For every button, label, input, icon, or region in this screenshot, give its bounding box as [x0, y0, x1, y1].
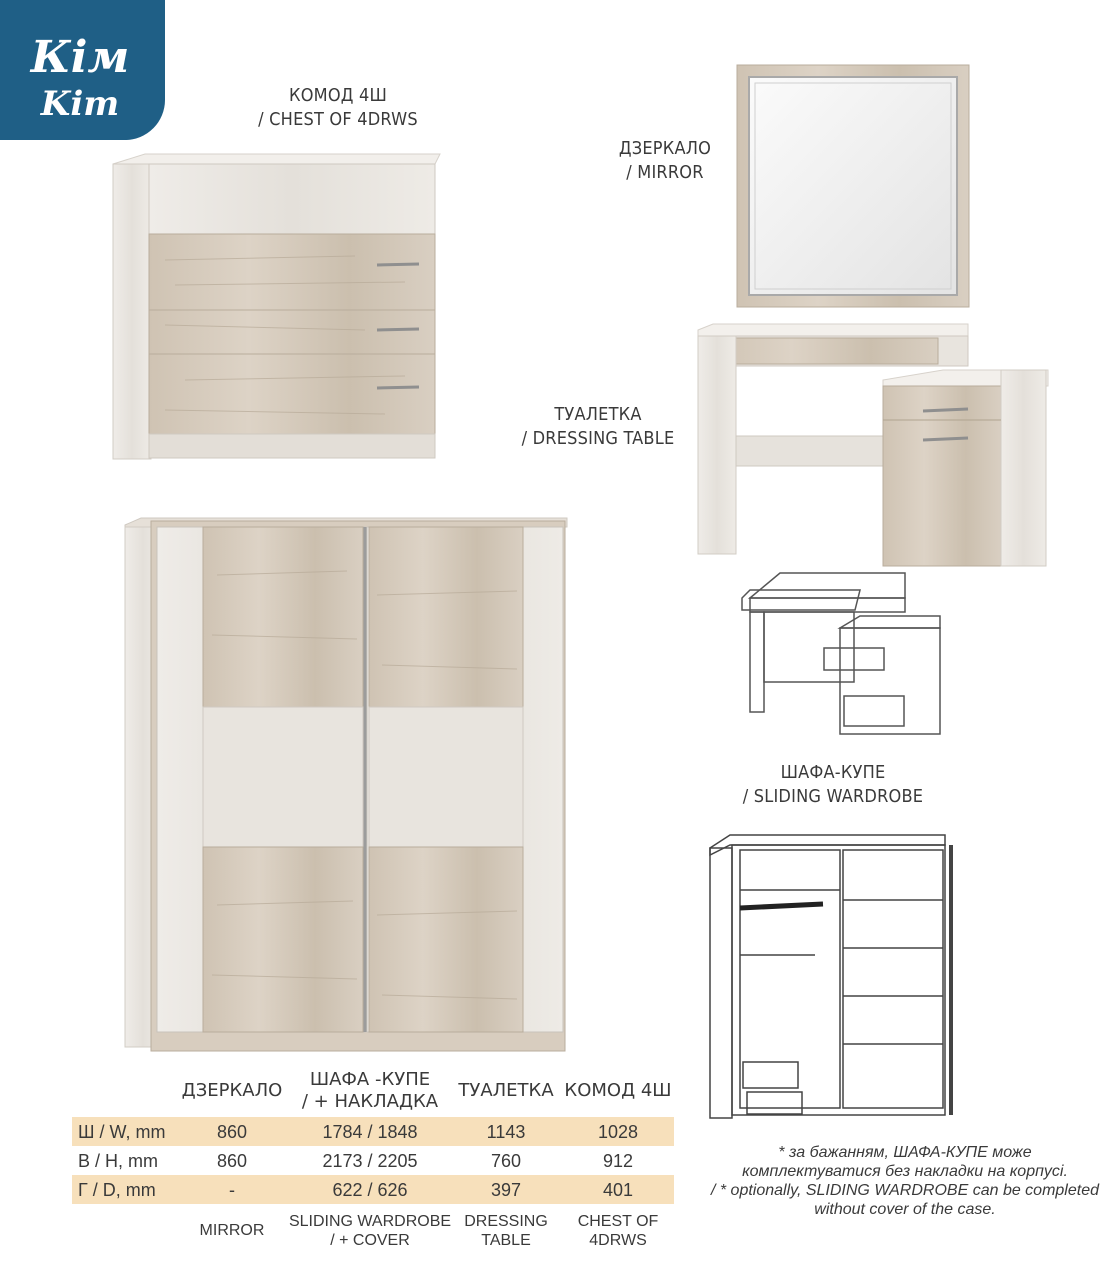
cell-chest: 912 [602, 1151, 634, 1171]
footer-mirror-line: MIRROR [199, 1222, 265, 1239]
wardrobe-drawing [705, 830, 965, 1125]
chest-label-en: / CHEST OF 4DRWS [258, 109, 418, 130]
brand-title-ua: Кім [30, 32, 130, 83]
cell-dressing: 760 [490, 1151, 522, 1171]
header-chest-line: КОМОД 4Ш [564, 1080, 672, 1101]
dressing-table-drawing [740, 568, 950, 738]
mirror-label [590, 137, 740, 185]
wardrobe-label-en: / SLIDING WARDROBE [742, 786, 924, 807]
cell-mirror: - [229, 1180, 235, 1200]
cell-wardrobe: 622 / 626 [332, 1180, 408, 1200]
cell-wardrobe: 2173 / 2205 [322, 1151, 418, 1171]
cell-dressing: 397 [490, 1180, 522, 1200]
header-chest [562, 1080, 674, 1102]
footer-dressing [450, 1212, 562, 1250]
footnote [700, 1143, 1110, 1219]
footer-chest-line2: 4DRWS [589, 1232, 647, 1249]
chest-label-ua: КОМОД 4Ш [289, 85, 387, 106]
row-label: Ш / W, mm [78, 1122, 166, 1142]
footer-chest [562, 1212, 674, 1250]
header-wardrobe-line2: / + НАКЛАДКА [301, 1091, 439, 1112]
table-row [72, 1175, 674, 1204]
footer-wardrobe-line2: / + COVER [330, 1232, 410, 1249]
footnote-ua-line2: комплектуватися без накладки на корпусі. [742, 1163, 1068, 1180]
header-mirror [173, 1080, 291, 1102]
mirror-image [735, 63, 973, 313]
wardrobe-label-ua: ШАФА-КУПЕ [780, 762, 886, 783]
table-row [72, 1146, 674, 1175]
footnote-ua-line1: * за бажанням, ШАФА-КУПЕ може [778, 1144, 1032, 1161]
mirror-label-ua: ДЗЕРКАЛО [618, 138, 712, 159]
cell-mirror: 860 [216, 1122, 248, 1142]
footer-wardrobe-line1: SLIDING WARDROBE [288, 1213, 452, 1230]
cell-wardrobe: 1784 / 1848 [322, 1122, 418, 1142]
footer-wardrobe [287, 1212, 453, 1250]
footer-chest-line1: CHEST OF [577, 1213, 659, 1230]
header-dressing [450, 1080, 562, 1102]
dressing-table-image [693, 320, 1053, 575]
dressing-label-ua: ТУАЛЕТКА [554, 404, 642, 425]
brand-title-en: Kim [40, 84, 120, 124]
row-label: В / H, mm [78, 1151, 158, 1171]
brand-badge [0, 0, 165, 140]
row-label: Г / D, mm [78, 1180, 156, 1200]
mirror-label-en: / MIRROR [626, 162, 704, 183]
header-wardrobe-line1: ШАФА -КУПЕ [309, 1069, 431, 1090]
footnote-en-line2: without cover of the case. [814, 1201, 996, 1218]
cell-mirror: 860 [216, 1151, 248, 1171]
cell-chest: 401 [602, 1180, 634, 1200]
dressing-label [508, 403, 688, 451]
header-dressing-line: ТУАЛЕТКА [458, 1080, 554, 1101]
cell-chest: 1028 [597, 1122, 639, 1142]
sliding-wardrobe-image [117, 515, 572, 1055]
footer-mirror [173, 1221, 291, 1240]
cell-dressing: 1143 [486, 1122, 526, 1142]
footnote-en-line1: / * optionally, SLIDING WARDROBE can be completed [710, 1182, 1099, 1199]
footer-dressing-line1: DRESSING [464, 1213, 548, 1230]
header-wardrobe [292, 1069, 448, 1113]
table-row [72, 1117, 674, 1146]
footer-dressing-line2: TABLE [481, 1232, 531, 1249]
chest-label [238, 84, 438, 132]
dressing-label-en: / DRESSING TABLE [521, 428, 675, 449]
wardrobe-label [728, 761, 938, 809]
header-mirror-line: ДЗЕРКАЛО [181, 1080, 283, 1101]
chest-of-drawers-image [105, 150, 450, 465]
